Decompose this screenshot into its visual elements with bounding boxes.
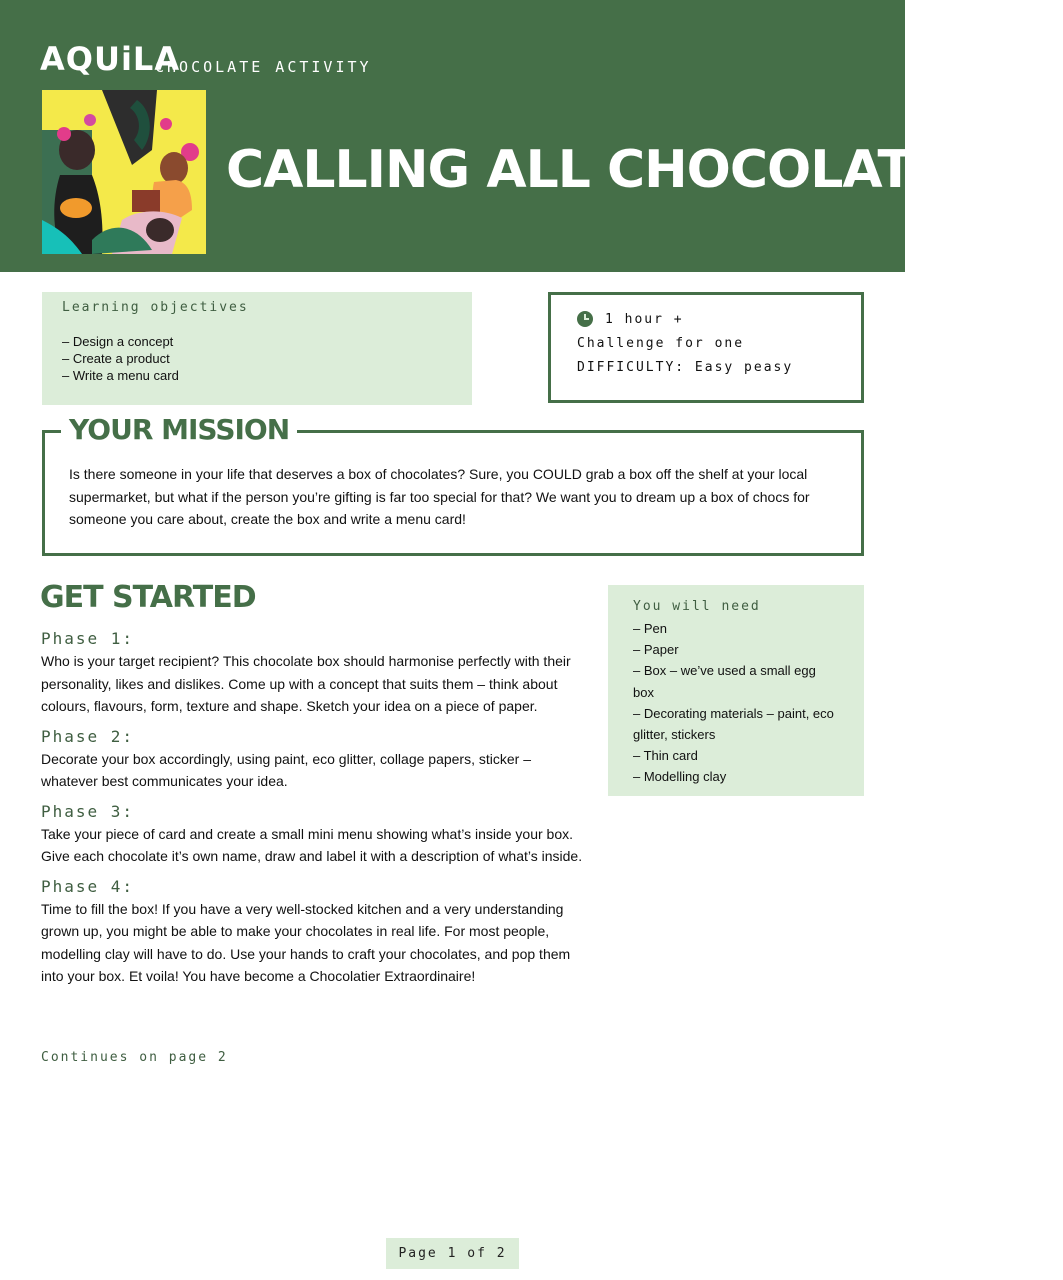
phase-2-label: Phase 2: xyxy=(41,726,135,746)
learning-objectives-panel xyxy=(42,292,472,405)
mission-title: YOUR MISSION xyxy=(61,413,297,446)
you-will-need-heading: You will need xyxy=(633,599,761,614)
need-item: – Modelling clay xyxy=(633,769,727,785)
need-item: – Pen xyxy=(633,621,667,636)
brand-subtitle: CHOCOLATE ACTIVITY xyxy=(155,58,372,76)
mission-text: Is there someone in your life that deserves a box of chocolates? Sure, you COULD grab a box off the shelf at your local supermarket, but what if the person you’re gifting is far too special for that? We want you to dream up a box of chocs for someone you care about, create the box and write a menu card! xyxy=(69,466,810,527)
get-started-heading: GET STARTED xyxy=(40,580,256,615)
hero-illustration xyxy=(42,90,206,254)
phase-3-label: Phase 3: xyxy=(41,801,135,821)
continues-note: Continues on page 2 xyxy=(41,1050,228,1065)
phase-3-text: Take your piece of card and create a small mini menu showing what’s inside your box. Give each chocolate it’s own name, draw and label it with a description of what’s inside. xyxy=(41,825,583,864)
phase-4-text: Time to fill the box! If you have a very well-stocked kitchen and a very understanding grown up, you might be able to make your chocolates in real life. For most people, modelling clay will have to do. Use your hands to craft your chocolates, and pop them into your box. Et voila! You have become a Chocolatier Extraordinaire! xyxy=(41,900,571,984)
phases-section xyxy=(41,628,586,996)
need-item: – Decorating materials – paint, eco glitter, stickers xyxy=(633,705,834,743)
chocolatiers-illustration xyxy=(42,90,206,254)
need-item: – Thin card xyxy=(633,748,698,764)
you-will-need-panel xyxy=(608,585,864,796)
phase-4-label: Phase 4: xyxy=(41,876,135,896)
clock-icon xyxy=(577,311,593,327)
need-item: – Box – we’ve used a small egg box xyxy=(633,663,816,700)
objective-item: – Create a product xyxy=(62,351,170,366)
objective-item: – Design a concept xyxy=(62,334,174,349)
activity-info-panel xyxy=(548,292,864,403)
phase-2-text: Decorate your box accordingly, using paint, eco glitter, collage papers, sticker – whatever best communicates your idea. xyxy=(41,750,531,789)
page-number: Page 1 of 2 xyxy=(386,1238,519,1269)
duration-row xyxy=(577,308,835,330)
learning-objectives-heading: Learning objectives xyxy=(62,300,249,315)
objective-item: – Write a menu card xyxy=(62,368,179,383)
header-banner xyxy=(0,0,1063,272)
you-will-need-list xyxy=(633,618,839,788)
brand-logo: AQUiLA xyxy=(40,40,181,78)
phase-1-label: Phase 1: xyxy=(41,629,135,648)
mission-panel xyxy=(42,413,864,556)
need-item: – Paper xyxy=(633,642,679,658)
learning-objectives-list xyxy=(62,333,452,384)
page-title: CALLING ALL CHOCOLATIERS! xyxy=(226,140,1063,200)
difficulty-text: DIFFICULTY: Easy peasy xyxy=(577,359,794,375)
duration-text: 1 hour + xyxy=(605,311,684,327)
challenge-text: Challenge for one xyxy=(577,335,745,351)
phase-1-text: Who is your target recipient? This chocolate box should harmonise perfectly with their personality, likes and dislikes. Come up with a concept that suits them – think about colours, flavours, form, texture and shape. Sketch your idea on a piece of paper. xyxy=(41,653,571,714)
